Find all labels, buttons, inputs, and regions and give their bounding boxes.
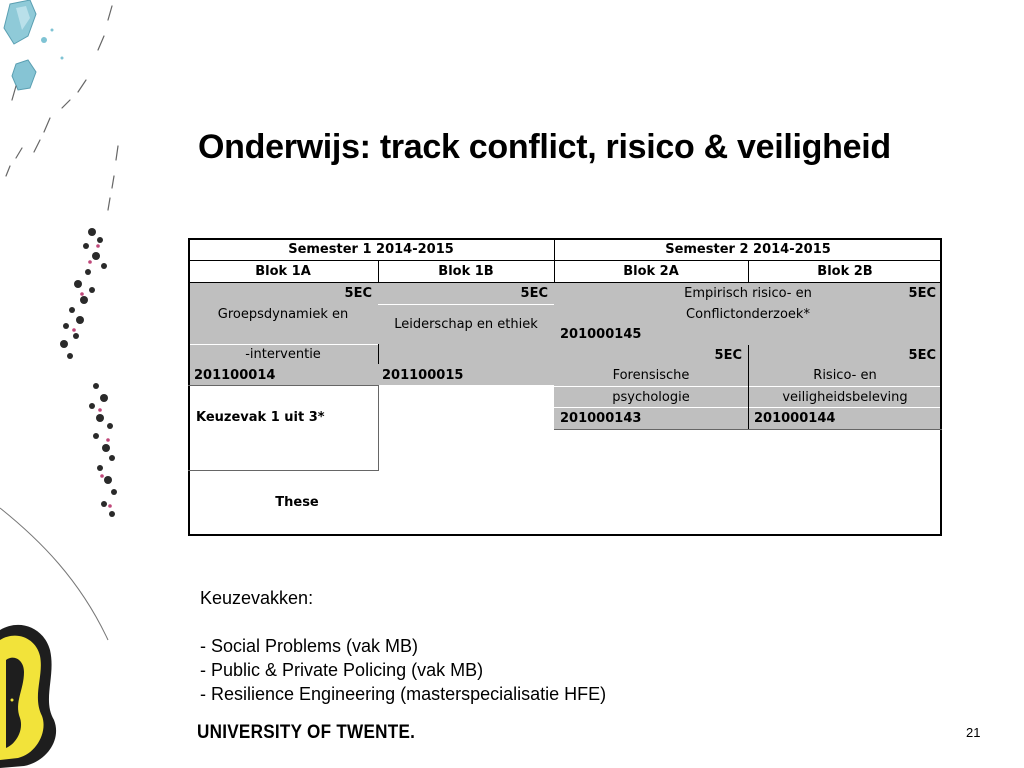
header-semester-2: Semester 2 2014-2015 (665, 242, 831, 257)
ec-empirisch: 5EC (908, 286, 936, 301)
code-empirisch: 201000145 (560, 327, 642, 342)
keuzevak-item: - Public & Private Policing (vak MB) (200, 660, 484, 680)
course-groepsdynamiek-line2: -interventie (245, 347, 321, 362)
yellow-blob (0, 625, 56, 768)
scattered-pattern (60, 228, 117, 517)
course-risico-line1: Risico- en (813, 368, 877, 383)
keuzevakken-heading: Keuzevakken: (200, 588, 314, 608)
course-risico-line2: veiligheidsbeleving (782, 390, 908, 405)
decorative-artwork (0, 0, 120, 768)
code-groepsdynamiek: 201100014 (194, 368, 276, 383)
course-forensische-line1: Forensische (612, 368, 690, 383)
these-cell: These (275, 495, 319, 510)
code-risico: 201000144 (754, 411, 836, 426)
thin-curve (0, 508, 108, 640)
ec-risico: 5EC (908, 348, 936, 363)
page-number: 21 (966, 725, 981, 740)
code-forensische: 201000143 (560, 411, 642, 426)
university-logo: UNIVERSITY OF TWENTE. (197, 722, 416, 743)
course-leiderschap: Leiderschap en ethiek (394, 317, 538, 332)
course-empirisch-line1: Empirisch risico- en (684, 286, 812, 301)
keuzevak-item: - Resilience Engineering (masterspecialisatie HFE) (200, 684, 607, 704)
ec-blok1a: 5EC (344, 286, 372, 301)
ec-forensische: 5EC (714, 348, 742, 363)
keuzevak-item: - Social Problems (vak MB) (200, 636, 419, 656)
header-semester-1: Semester 1 2014-2015 (288, 242, 454, 257)
header-blok-1a: Blok 1A (255, 264, 311, 279)
header-blok-2a: Blok 2A (623, 264, 679, 279)
course-empirisch-line2: Conflictonderzoek* (686, 307, 810, 322)
header-blok-1b: Blok 1B (438, 264, 494, 279)
schedule-table (188, 238, 942, 536)
course-forensische-line2: psychologie (612, 390, 690, 405)
code-leiderschap: 201100015 (382, 368, 464, 383)
slide-title: Onderwijs: track conflict, risico & veiligheid (198, 128, 891, 166)
blue-crystal-shapes (4, 0, 64, 90)
keuzevakken-section (200, 586, 606, 706)
keuzevak-cell: Keuzevak 1 uit 3* (196, 410, 325, 425)
ec-blok1b: 5EC (520, 286, 548, 301)
header-blok-2b: Blok 2B (817, 264, 873, 279)
course-groepsdynamiek-line1: Groepsdynamiek en (217, 307, 349, 322)
